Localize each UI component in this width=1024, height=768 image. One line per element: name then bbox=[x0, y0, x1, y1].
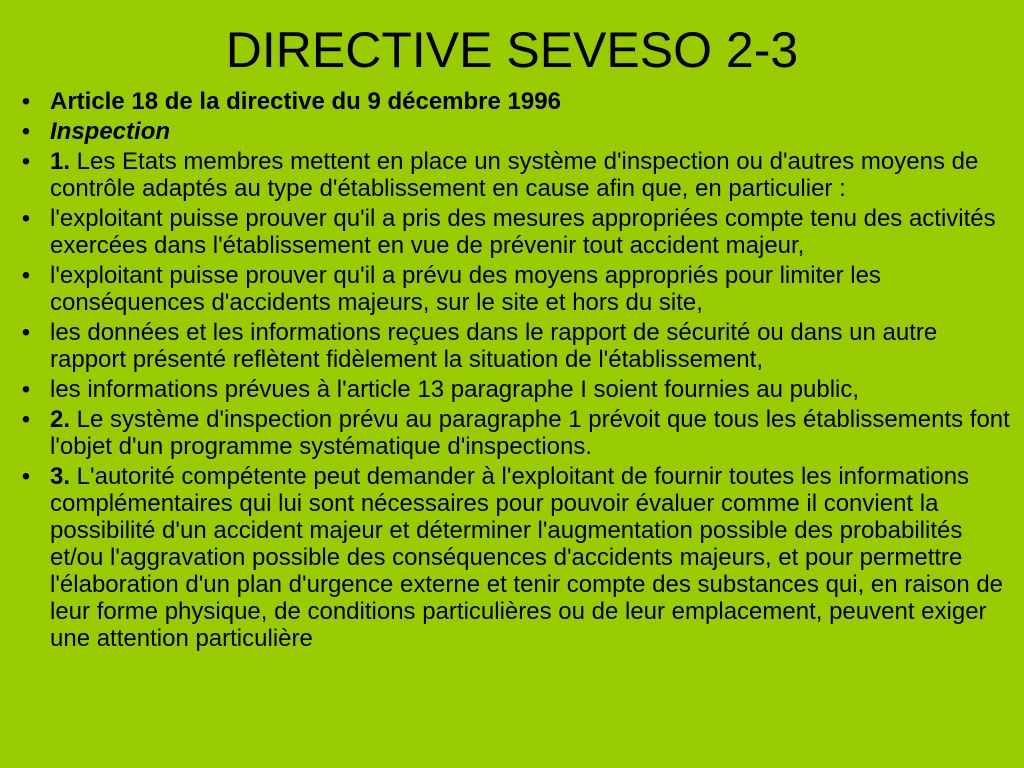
list-item bbox=[21, 148, 1012, 202]
bullet-icon: • bbox=[21, 406, 31, 433]
paragraph-number: 1. bbox=[50, 148, 71, 175]
list-item bbox=[21, 262, 1012, 316]
paragraph-text: Le système d'inspection prévu au paragraphe 1 prévoit que tous les établissements font l'objet d'un programme systématique d'inspections. bbox=[50, 406, 1010, 460]
list-item bbox=[21, 118, 1012, 145]
section-heading: Inspection bbox=[50, 118, 171, 145]
bullet-icon: • bbox=[21, 118, 31, 145]
paragraph-text: Les Etats membres mettent en place un système d'inspection ou d'autres moyens de contrôle adaptés au type d'établissement en cause afin que, en particulier : bbox=[50, 148, 979, 202]
bullet-icon: • bbox=[21, 205, 31, 232]
article-heading: Article 18 de la directive du 9 décembre 1996 bbox=[50, 88, 561, 115]
bullet-list bbox=[21, 88, 1012, 655]
list-item bbox=[21, 205, 1012, 259]
bullet-icon: • bbox=[21, 148, 31, 175]
list-item bbox=[21, 319, 1012, 373]
paragraph-number: 3. bbox=[50, 463, 71, 490]
list-item bbox=[21, 376, 1012, 403]
paragraph-text: l'exploitant puisse prouver qu'il a pris des mesures appropriées compte tenu des activités exercées dans l'établissement en vue de prévenir tout accident majeur, bbox=[50, 205, 996, 259]
bullet-icon: • bbox=[21, 376, 31, 403]
bullet-icon: • bbox=[21, 262, 31, 289]
slide-title: DIRECTIVE SEVESO 2-3 bbox=[225, 22, 799, 78]
paragraph-number: 2. bbox=[50, 406, 71, 433]
bullet-icon: • bbox=[21, 88, 31, 115]
list-item bbox=[21, 88, 1012, 115]
list-item bbox=[21, 406, 1012, 460]
paragraph-text: les données et les informations reçues dans le rapport de sécurité ou dans un autre rapport présenté reflètent fidèlement la situation de l'établissement, bbox=[50, 319, 938, 373]
bullet-icon: • bbox=[21, 319, 31, 346]
paragraph-text: L'autorité compétente peut demander à l'exploitant de fournir toutes les informations complémentaires qui lui sont nécessaires pour pouvoir évaluer comme il convient la possibilité d'un accident majeur et déterminer l'augmentation possible des probabilités et/ou l'aggravation possible des conséquences d'accidents majeurs, et pour permettre l'élaboration d'un plan d'urgence externe et tenir compte des substances qui, en raison de leur forme physique, de conditions particulières ou de leur emplacement, peuvent exiger une attention particulière bbox=[50, 463, 1004, 652]
list-item bbox=[21, 463, 1012, 652]
paragraph-text: les informations prévues à l'article 13 paragraphe I soient fournies au public, bbox=[50, 376, 860, 403]
bullet-icon: • bbox=[21, 463, 31, 490]
paragraph-text: l'exploitant puisse prouver qu'il a prévu des moyens appropriés pour limiter les conséquences d'accidents majeurs, sur le site et hors du site, bbox=[50, 262, 881, 316]
